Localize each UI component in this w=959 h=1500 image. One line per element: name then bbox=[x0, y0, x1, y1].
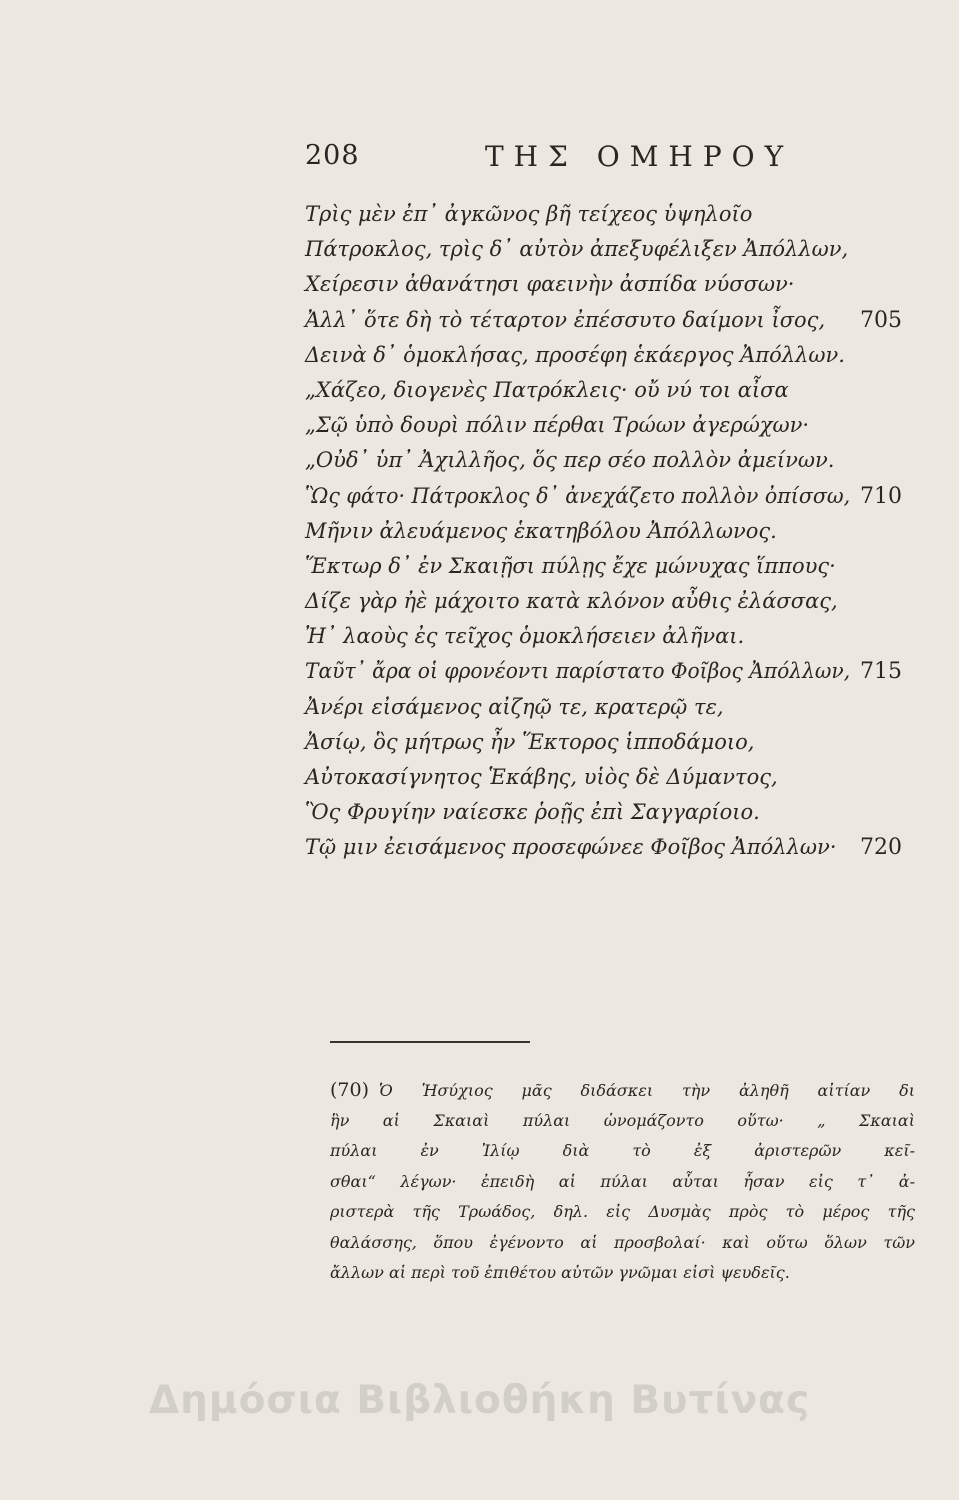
footnote-line: ριστερὰ τῆς Τρωάδος, δηλ. εἰς Δυσμὰς πρὸς τὸ μέρος τῆς bbox=[330, 1202, 915, 1221]
verse-text: Πάτροκλος, τρὶς δ᾽ αὐτὸν ἀπεξυφέλιξεν Ἀπόλλων, bbox=[305, 237, 849, 262]
verse-text: Δίζε γὰρ ἠὲ μάχοιτο κατὰ κλόνον αὖθις ἐλάσσας, bbox=[305, 589, 838, 614]
footnote-line: θαλάσσης, ὅπου ἐγένοντο αἱ προσβολαί· καὶ οὕτω ὅλων τῶν bbox=[330, 1232, 915, 1252]
verse-text: Ἀλλ᾽ ὅτε δὴ τὸ τέταρτον ἐπέσσυτο δαίμονι ἶσος, bbox=[305, 307, 826, 332]
verse-text: Τρὶς μὲν ἐπ᾽ ἀγκῶνος βῆ τείχεος ὑψηλοῖο bbox=[305, 202, 753, 226]
verse-text: Ἕκτωρ δ᾽ ἐν Σκαιῇσι πύλῃς ἔχε μώνυχας ἵππους· bbox=[305, 553, 836, 578]
verse-line bbox=[305, 619, 940, 654]
line-number: 710 bbox=[860, 483, 902, 509]
verse-line bbox=[305, 373, 940, 408]
verse-line bbox=[305, 584, 940, 619]
verse-line bbox=[305, 232, 940, 267]
verse-line bbox=[305, 549, 940, 584]
verse-text: „Σῷ ὑπὸ δουρὶ πόλιν πέρθαι Τρώων ἀγερώχων· bbox=[305, 413, 810, 438]
verse-line bbox=[305, 795, 940, 830]
verse-line bbox=[305, 760, 940, 795]
verse-line bbox=[305, 830, 940, 865]
footnote-number: (70) bbox=[330, 1079, 370, 1101]
running-title: ΤΗΣ ΟΜΗΡΟΥ bbox=[485, 140, 794, 173]
footnote-line: πύλαι ἐν Ἰλίῳ διὰ τὸ ἐξ ἀριστερῶν κεῖ- bbox=[330, 1141, 915, 1160]
line-number: 715 bbox=[860, 659, 902, 685]
verse-text: Δεινὰ δ᾽ ὁμοκλήσας, προσέφη ἑκάεργος Ἀπόλλων. bbox=[305, 342, 845, 367]
verse-block bbox=[305, 197, 940, 866]
verse-text: Τῷ μιν ἐεισάμενος προσεφώνεε Φοῖβος Ἀπόλλων· bbox=[305, 835, 837, 860]
line-number: 705 bbox=[860, 307, 902, 333]
footnote-line: ἄλλων αἱ περὶ τοῦ ἐπιθέτου αὐτῶν γνῶμαι εἰσὶ ψευδεῖς. bbox=[330, 1263, 790, 1282]
verse-line bbox=[305, 443, 940, 478]
line-number: 720 bbox=[860, 835, 902, 861]
verse-line bbox=[305, 303, 940, 338]
verse-line bbox=[305, 338, 940, 373]
verse-text: Αὐτοκασίγνητος Ἑκάβης, υἱὸς δὲ Δύμαντος, bbox=[305, 765, 778, 789]
verse-text: Χείρεσιν ἀθανάτησι φαεινὴν ἀσπίδα νύσσων· bbox=[305, 272, 795, 297]
footnote-text: Ὁ Ἡσύχιος μᾶς διδάσκει τὴν ἀληθῆ αἰτίαν δι bbox=[379, 1081, 915, 1100]
verse-text: Ἀσίῳ, ὃς μήτρως ἦν Ἕκτορος ἱπποδάμοιο, bbox=[305, 729, 755, 754]
library-watermark: Δημόσια Βιβλιοθήκη Βυτίνας bbox=[148, 1378, 811, 1423]
page-number: 208 bbox=[305, 140, 360, 171]
verse-line bbox=[305, 654, 940, 689]
verse-line bbox=[305, 479, 940, 514]
verse-text: „Χάζεο, διογενὲς Πατρόκλεις· οὔ νύ τοι αἶσα bbox=[305, 377, 789, 402]
verse-text: Ἠ᾽ λαοὺς ἐς τεῖχος ὁμοκλήσειεν ἀλῆναι. bbox=[305, 624, 745, 649]
verse-line bbox=[305, 725, 940, 760]
verse-line bbox=[305, 408, 940, 443]
verse-text: Ἀνέρι εἰσάμενος αἰζηῷ τε, κρατερῷ τε, bbox=[305, 694, 724, 719]
footnote-line: ἣν αἱ Σκαιαὶ πύλαι ὠνομάζοντο οὕτω· „ Σκαιαὶ bbox=[330, 1110, 915, 1130]
footnote-separator-rule bbox=[330, 1041, 530, 1043]
verse-text: „Οὐδ᾽ ὑπ᾽ Ἀχιλλῆος, ὅς περ σέο πολλὸν ἀμείνων. bbox=[305, 448, 835, 473]
footnote-line bbox=[330, 1075, 915, 1106]
verse-line bbox=[305, 690, 940, 725]
page-header bbox=[0, 140, 959, 180]
verse-text: Ὣς φάτο· Πάτροκλος δ᾽ ἀνεχάζετο πολλὸν ὀπίσσω, bbox=[305, 483, 851, 508]
verse-line bbox=[305, 514, 940, 549]
verse-text: Μῆνιν ἀλευάμενος ἑκατηβόλου Ἀπόλλωνος. bbox=[305, 518, 777, 543]
verse-text: Ταῦτ᾽ ἄρα οἱ φρονέοντι παρίστατο Φοῖβος Ἀπόλλων, bbox=[305, 659, 851, 684]
verse-text: Ὃς Φρυγίην ναίεσκε ῥοῇς ἐπὶ Σαγγαρίοιο. bbox=[305, 800, 760, 825]
footnote bbox=[330, 1075, 915, 1289]
footnote-line: σθαι“ λέγων· ἐπειδὴ αἱ πύλαι αὗται ἦσαν εἰς τ᾽ ἀ- bbox=[330, 1171, 915, 1191]
verse-line bbox=[305, 197, 940, 232]
verse-line bbox=[305, 267, 940, 302]
